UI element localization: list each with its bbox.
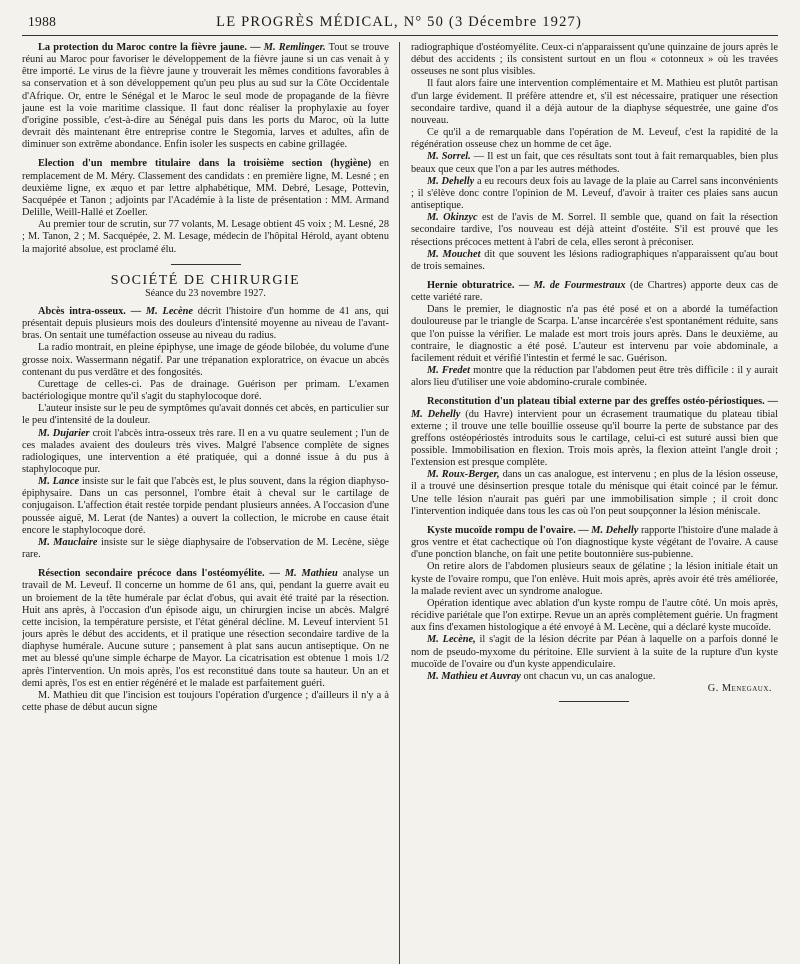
abces-paragraph	[22, 306, 389, 342]
dehelly-paragraph	[411, 176, 778, 212]
roux-paragraph	[411, 469, 778, 518]
sorrel-paragraph	[411, 151, 778, 175]
abces-heading: Abcès intra-osseux. —	[38, 305, 142, 317]
continuation-p2: Il faut alors faire une intervention complémentaire et M. Mathieu est plutôt partisan d'un large évidement. Il préfère attendre et, s'il est nécessaire, pratiquer une résection secondaire tardive, quand il a déjà autour de la diaphyse séquestrée, une gaine d'os nouveau.	[410, 78, 778, 126]
resection-paragraph	[22, 568, 389, 690]
dujarier-text: croit l'abcès intra-osseux très rare. Il en a vu quatre seulement ; l'un de ces malades avaient des douleurs très vives. Malgré l'absence complète de signes radiologiques, une intervention a été pratiquée, qui a donné issue à du pus à staphylocoque pur.	[22, 427, 389, 475]
abces-p2: La radio montrait, en pleine épiphyse, une image de géode bilobée, du volume d'une grosse noix. Wassermann négatif. Par une trépanation exploratrice, on évacue un abcès contenant du pus verdâtre et des fongosités.	[22, 342, 389, 378]
reconstitution-author: M. Dehelly	[410, 408, 461, 420]
continuation-p3: Ce qu'il a de remarquable dans l'opération de M. Leveuf, c'est la rapidité de la régénération osseuse chez un homme de cet âge.	[410, 127, 778, 151]
page-header	[22, 14, 778, 36]
hernie-text: (de Chartres) apporte deux cas de cette variété rare.	[410, 279, 778, 304]
resection-heading: Résection secondaire précoce dans l'ostéomyélite. —	[38, 568, 280, 580]
okinzyc-text: est de l'avis de M. Sorrel. Il semble que, quand on fait la résection secondaire tardive, l'os nouveau est déjà atteint d'ostéite. S'il est prouvé que les résections précoces mettent à l'abri de cela, elles seront à préconiser.	[410, 212, 778, 248]
hernie-heading: Hernie obturatrice. —	[426, 279, 530, 291]
dujarier-name: M. Dujarier	[38, 427, 90, 439]
reconstitution-heading: Reconstitution d'un plateau tibial externe par des greffes ostéo-périostiques. —	[426, 396, 778, 408]
kyste-text: rapporte l'histoire d'une malade à gros ventre et état cachectique où l'on diagnostique kyste végétant de l'ovaire. A cause d'une ponction blanche, on fait une petite boutonnière sus-pubienne.	[410, 524, 778, 561]
section-title: SOCIÉTÉ DE CHIRURGIE	[110, 272, 301, 288]
abces-p4: L'auteur insiste sur le peu de symptômes qu'avait donnés cet abcès, en particulier sur le peu d'intensité de la douleur.	[22, 403, 389, 427]
hernie-paragraph	[411, 280, 778, 304]
kyste-heading: Kyste mucoïde rompu de l'ovaire. —	[426, 524, 589, 536]
maroc-author: M. Remlinger.	[263, 42, 326, 53]
fredet-text: montre que la réduction par l'abdomen peut être très difficile : il y aurait alors lieu d'utiliser une voie abdomino-crurale combinée.	[410, 365, 778, 389]
dehelly-text: a eu recours deux fois au lavage de la plaie au Carrel sans inconvénients ; il s'élève donc contre l'opinion de M. Leveuf, d'avoir à traiter ces plaies sans aucun antiseptique.	[410, 175, 778, 212]
section-divider	[171, 264, 241, 265]
okinzyc-name: M. Okinzyc	[426, 212, 478, 224]
hernie-p2: Dans le premier, le diagnostic n'a pas été posé et on a abordé la tuméfaction douloureuse par le triangle de Scarpa. L'anse incarcérée s'est spontanément réduite, sans que l'on puisse la vérifier. Le malade est mort trois jours après. Dans le deuxième, au contraire, le diagnostic a été posé. L'auteur est intervenu par voie abdominale, a facilement réduit et vérifié l'intestin et fermé le sac. Guérison.	[410, 304, 778, 364]
resection-p2: M. Mathieu dit que l'incision est toujours l'opération d'urgence ; d'ailleurs il n'y a à cette phase de début aucun signe	[22, 689, 389, 713]
election-paragraph	[22, 158, 389, 219]
abces-text: décrit l'histoire d'un homme de 41 ans, qui présentait depuis plusieurs mois des douleurs d'intensité moyenne au niveau de l'avant-bras. On sentait une tuméfaction osseuse au niveau du radius.	[22, 305, 390, 342]
mathieu-paragraph	[411, 671, 778, 683]
resection-author: M. Mathieu	[284, 568, 338, 580]
mouchet-text: dit que souvent les lésions radiographiques n'apparaissent qu'au bout de trois semaines.	[410, 248, 778, 272]
mouchet-name: M. Mouchet	[426, 248, 481, 260]
lecene-paragraph	[411, 634, 778, 670]
sorrel-name: M. Sorrel.	[426, 151, 471, 163]
election-text: en remplacement de M. Méry. Classement des candidats : en première ligne, M. Lesné ; en deuxième ligne, ex æquo et par lettre alphabétique, MM. Debré, Lesage, Pottevin, Sacquépée et Tanon ; adjoints par l'Académie à la liste de présentation : MM. Armand Delille, Weill-Hallé et Zoeller.	[22, 158, 390, 219]
mathieu-text: ont chacun vu, un cas analogue.	[523, 670, 656, 682]
hernie-author: M. de Fourmestraux	[533, 279, 626, 291]
maroc-heading: La protection du Maroc contre la fièvre jaune. —	[38, 42, 261, 53]
journal-title: LE PROGRÈS MÉDICAL, N° 50 (3 Décembre 1927)	[216, 14, 583, 30]
lecene-text: il s'agit de la lésion décrite par Péan à laquelle on a parfois donné le nom de pseudo-myxome du péritoine. Elle survient à la suite de la rupture d'un kyste mucoïde de l'ovaire ou d'un kyste appendiculaire.	[410, 634, 778, 670]
lance-text: insiste sur le fait que l'abcès est, le plus souvent, dans la région diaphyso-épiphysaire. Dans un cas personnel, l'ombre était à cheval sur le cartilage de conjugaison. L'affection était restée torpide pendant plusieurs années. A l'occasion d'une poussée aiguë, M. Lerat (de Nantes) a ouvert la collection, le microbe en cause était encore le staphylocoque doré.	[22, 476, 390, 536]
roux-name: M. Roux-Berger,	[426, 469, 500, 481]
lecene-name: M. Lecène,	[426, 634, 476, 646]
reconstitution-text: (du Havre) intervient pour un écrasement traumatique du plateau tibial externe ; il trouve une telle bouillie osseuse qu'il bourre la perte de substance par des greffons ostéopériostés introduits sous le cartilage, celui-ci est suturé aussi bien que possible. Immobilisation en flexion. Trois mois après, la flexion atteint l'angle droit ; l'extension est presque complète.	[410, 408, 778, 469]
mauclaire-text: insiste sur le siège diaphysaire de l'observation de M. Lecène, siège rare.	[22, 536, 389, 561]
kyste-paragraph	[411, 525, 778, 561]
sorrel-text: — Il est un fait, que ces résultats sont tout à fait remarquables, bien plus beaux que ceux que l'on a par les autres méthodes.	[410, 151, 778, 175]
kyste-p2: On retire alors de l'abdomen plusieurs seaux de gélatine ; la lésion initiale était un kyste de l'ovaire rompu, que l'on enlève. Huit mois après, après avoir été très améliorée, la malade revient avec un syndrome analogue.	[410, 561, 778, 597]
fredet-paragraph	[411, 365, 778, 389]
maroc-paragraph	[22, 42, 389, 151]
fredet-name: M. Fredet	[426, 365, 471, 377]
election-heading: Election d'un membre titulaire dans la troisième section (hygiène)	[38, 158, 372, 170]
dujarier-paragraph	[22, 428, 389, 477]
left-column	[22, 42, 399, 964]
mathieu-names: M. Mathieu et Auvray	[426, 670, 521, 682]
dehelly-name: M. Dehelly	[426, 175, 475, 187]
right-column	[400, 42, 778, 964]
roux-text: dans un cas analogue, est intervenu ; en plus de la lésion osseuse, il a trouvé une désinsertion presque totale du ménisque qui était coincé par le fémur. Une telle lésion n'aurait pas guéri par une immobilisation simple ; il croit donc l'intervention indiquée dans tous les cas où l'on peut soupçonner la lésion méniscale.	[410, 469, 778, 517]
abces-author: M. Lecène	[145, 305, 193, 317]
text-columns	[22, 42, 778, 964]
mauclaire-paragraph	[22, 537, 389, 561]
continuation-p1: radiographique d'ostéomyélite. Ceux-ci n'apparaissent qu'une quinzaine de jours après le début des accidents ; ils consistent surtout en un flou « cotonneux » où les travées osseuses ne sont plus visibles.	[410, 42, 778, 78]
page-number: 1988	[28, 14, 57, 29]
kyste-p3: Opération identique avec ablation d'un kyste rompu de l'autre côté. Un mois après, récidive pariétale que l'on extirpe. Revue un an après complètement guérie. Un fragment aux fins d'examen histologique a été envoyé à M. Lecène, qui a déclaré kyste mucoïde.	[410, 597, 778, 634]
maroc-text: Tout se trouve réuni au Maroc pour favoriser le développement de la fièvre jaune si un cas venait à y être importé. Le virus de la fièvre jaune y trouverait les mêmes conditions favorables à sa conservation et à son développement qu'un peu plus au sud sur la Côte Occidentale d'Afrique. Or, entre le Sénégal et le Maroc le seul mode de propagande de la fièvre jaune est la voie maritime classique. Il faut donc réaliser la prophylaxie au foyer d'origine possible, c'est-à-dire au Sénégal puis dans les ports du Maroc, où la lutte devrait dès maintenant être entreprise contre le Stegomia, larves et adultes, afin de diminuer son extrême abondance. Enfin isoler les suspects en cabine grillagée.	[22, 42, 389, 151]
kyste-author: M. Dehelly	[591, 524, 639, 536]
mouchet-paragraph	[411, 249, 778, 273]
mauclaire-name: M. Mauclaire	[38, 536, 98, 548]
abces-p3: Curettage de celles-ci. Pas de drainage. Guérison per primam. L'examen bactériologique montre qu'il s'agit du staphylocoque doré.	[22, 378, 389, 403]
lance-paragraph	[22, 476, 389, 537]
end-rule	[559, 701, 629, 702]
election-result: Au premier tour de scrutin, sur 77 volants, M. Lesage obtient 45 voix ; M. Lesné, 28 ; M. Tanon, 2 ; M. Sacquépée, 2. M. Lesage, médecin de l'hôpital Hérold, ayant obtenu la majorité absolue, est proclamé élu.	[22, 219, 389, 255]
resection-text: analyse un travail de M. Leveuf. Il concerne un homme de 61 ans, qui, pendant la guerre avait eu un broiement de la tête humérale par éclat d'obus, qui avait été traité par la résection. Huit ans après, à l'occasion d'un épisode aigu, un chirurgien incise un abcès. Malgré cette incision, la température persiste, et l'état général décline. M. Leveuf intervient 51 jours après le début des accidents, et il pratique une résection secondaire tardive de la diaphyse humérale. Aucune suture ; pansement à plat sans aucun antiseptique. On ne met au blessé qu'une simple écharpe de Mayor. La cicatrisation est obtenue 1 mois 1/2 après l'intervention. Un mois après, l'os est reconstitué dans toute sa hauteur. Un an et demi après, l'os est en entier régénéré et le malade est parfaitement guéri.	[22, 568, 390, 689]
section-date: Séance du 23 novembre 1927.	[145, 287, 266, 299]
signature: G. Menegaux.	[707, 682, 772, 694]
lance-name: M. Lance	[38, 476, 80, 488]
reconstitution-paragraph	[411, 396, 778, 469]
okinzyc-paragraph	[411, 212, 778, 248]
